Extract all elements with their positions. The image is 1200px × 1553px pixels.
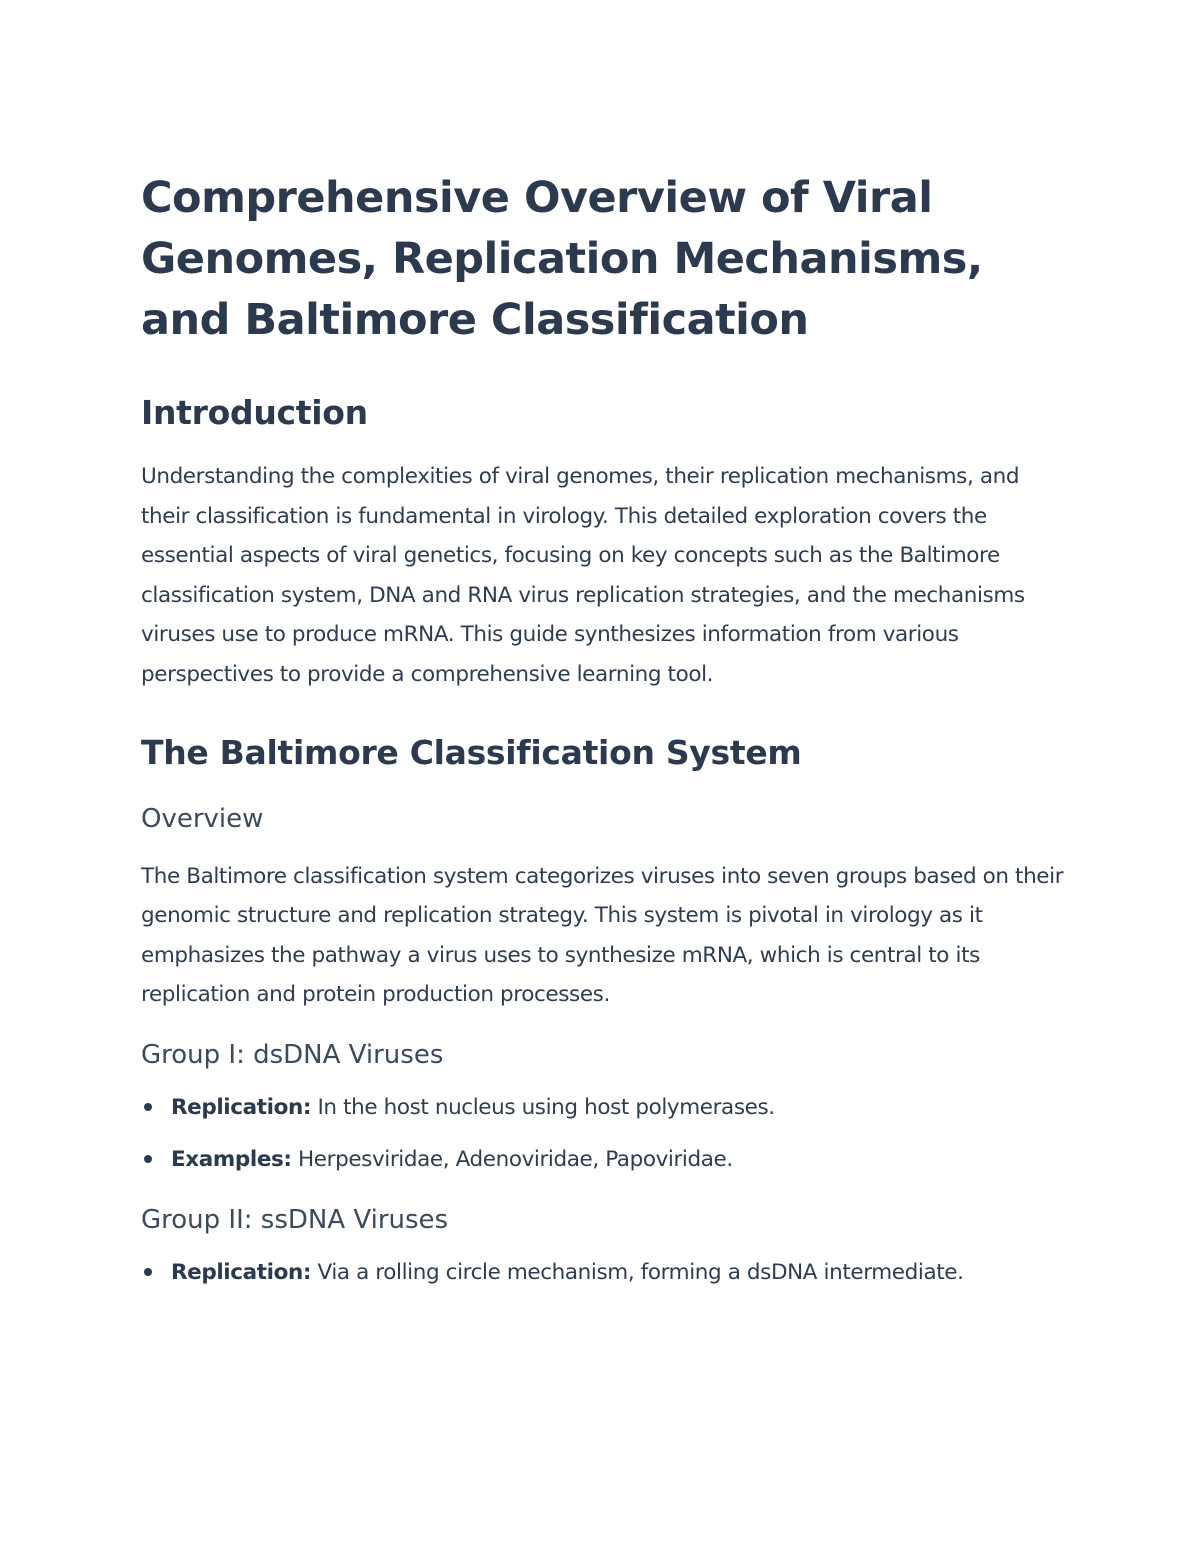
- list-item: [141, 1087, 1071, 1128]
- document-page: [141, 168, 1071, 1304]
- introduction-paragraph: Understanding the complexities of viral genomes, their replication mechanisms, and their classification is fundamental in virology. This detailed exploration covers the essential aspects of viral genetics, focusing on key concepts such as the Baltimore classification system, DNA and RNA virus replication strategies, and the mechanisms viruses use to produce mRNA. This guide synthesizes information from various perspectives to provide a comprehensive learning tool.: [141, 464, 1025, 687]
- list-item-text: Herpesviridae, Adenoviridae, Papoviridae.: [291, 1146, 733, 1172]
- list-item-label: Examples:: [171, 1146, 292, 1172]
- list-item-label: Replication:: [171, 1094, 312, 1120]
- list-item-text: In the host nucleus using host polymerases.: [311, 1094, 775, 1120]
- subsection-heading-overview: Overview: [141, 803, 264, 834]
- document-title: Comprehensive Overview of Viral Genomes, Replication Mechanisms, and Baltimore Classification: [141, 173, 983, 345]
- subsection-heading-group-1: Group I: dsDNA Viruses: [141, 1039, 444, 1070]
- bullet-icon: [144, 1268, 152, 1276]
- section-heading-introduction: Introduction: [141, 393, 368, 432]
- overview-paragraph: The Baltimore classification system categorizes viruses into seven groups based on their genomic structure and replication strategy. This system is pivotal in virology as it emphasizes the pathway a virus uses to synthesize mRNA, which is central to its replication and protein production processes.: [141, 863, 1064, 1008]
- section-heading-baltimore: The Baltimore Classification System: [141, 732, 802, 772]
- list-item: [141, 1252, 1071, 1293]
- list-item: [141, 1139, 1071, 1180]
- group-2-list: [141, 1252, 1071, 1293]
- subsection-heading-group-2: Group II: ssDNA Viruses: [141, 1204, 449, 1235]
- bullet-icon: [144, 1155, 152, 1163]
- bullet-icon: [144, 1103, 152, 1111]
- group-1-list: [141, 1087, 1071, 1180]
- list-item-text: Via a rolling circle mechanism, forming a dsDNA intermediate.: [311, 1259, 964, 1285]
- list-item-label: Replication:: [171, 1259, 312, 1285]
